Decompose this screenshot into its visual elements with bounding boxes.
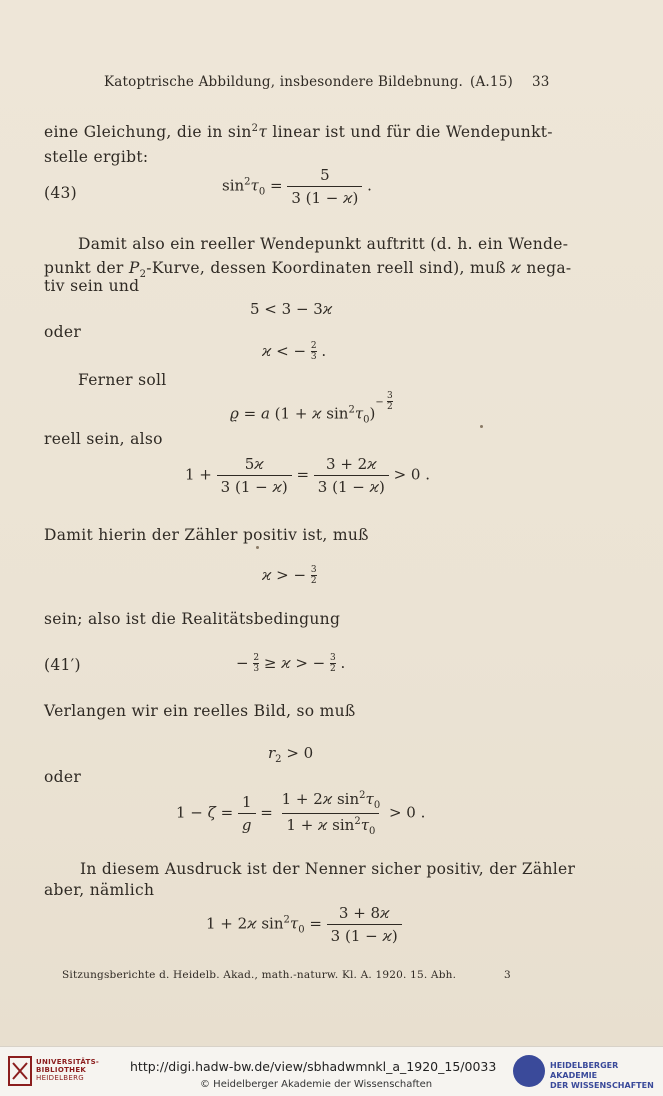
text-line: Verlangen wir ein reelles Bild, so muß <box>44 702 356 720</box>
speck <box>480 425 483 428</box>
text-line: In diesem Ausdruck ist der Nenner sicher positiv, der Zähler <box>80 860 576 878</box>
speck <box>256 546 259 549</box>
text-line: oder <box>44 768 82 786</box>
text-line: sein; also ist die Realitätsbedingung <box>44 610 341 628</box>
text-line: Damit also ein reeller Wendepunkt auftritt (d. h. ein Wende- <box>78 235 569 253</box>
equation-zeta: 1 − ζ = $\frac{1}{g}$ = $\frac{1 + 2ϰ \sin^2\tau_0}{1 + ϰ \sin^2\tau_0}$ > 0 . <box>176 790 426 837</box>
text-line: punkt der $P_2$-Kurve, dessen Koordinaten reell sind), muß ϰ nega- <box>44 259 572 281</box>
text-line: eine Gleichung, die in $\sin^2\tau$ linear ist und für die Wendepunkt- <box>44 123 553 142</box>
university-library-logo-icon <box>8 1055 32 1087</box>
equation-41: − $\frac{2}{3}$ ≥ ϰ > − $\frac{3}{2}$ . <box>236 653 346 674</box>
text-line: reell sein, also <box>44 430 163 448</box>
viewer-footer <box>0 1046 663 1096</box>
running-head: Katoptrische Abbildung, insbesondere Bildebnung. <box>104 74 464 90</box>
equation-label: (41′) <box>44 656 81 674</box>
text-line: oder <box>44 323 82 341</box>
footnote-number: 3 <box>504 969 511 981</box>
text-line: Ferner soll <box>78 371 167 389</box>
permalink-url[interactable]: http://digi.hadw-bw.de/view/sbhadwmnkl_a_1920_15/0033 <box>130 1059 497 1074</box>
inequality: ϰ > − $\frac{3}{2}$ <box>262 565 317 586</box>
equation-label: (43) <box>44 184 78 202</box>
page-number: 33 <box>532 74 550 90</box>
inequality: 5 < 3 − 3ϰ <box>250 300 333 318</box>
text-line: aber, nämlich <box>44 881 155 899</box>
text-line: tiv sein und <box>44 277 140 295</box>
text-line: Damit hierin der Zähler positiv ist, muß <box>44 526 369 544</box>
inequality: $r_2 > 0$ <box>268 744 314 765</box>
equation-numerator: 1 + 2ϰ $\sin^2\tau_0$ = $\frac{3 + 8ϰ}{3 (1 - ϰ)}$ <box>206 904 402 945</box>
copyright-notice: © Heidelberger Akademie der Wissenschaften <box>200 1079 433 1090</box>
equation-rho: ϱ = a (1 + ϰ $\sin^2\tau_0)^{- \frac{3}{2}}$ <box>230 391 393 426</box>
text-line: stelle ergibt: <box>44 148 149 166</box>
academy-name: HEIDELBERGER AKADEMIE DER WISSENSCHAFTEN <box>550 1061 654 1090</box>
university-library-name: UNIVERSITÄTS- BIBLIOTHEK HEIDELBERG <box>36 1058 100 1082</box>
equation-condition: 1 + $\frac{5ϰ}{3 (1 - ϰ)}$ = $\frac{3 + 2ϰ}{3 (1 - ϰ)}$ > 0 . <box>185 455 431 496</box>
academy-logo-icon <box>513 1055 545 1087</box>
footnote: Sitzungsberichte d. Heidelb. Akad., math.-naturw. Kl. A. 1920. 15. Abh. <box>62 969 457 981</box>
inequality: ϰ < − $\frac{2}{3}$ . <box>262 341 327 362</box>
equation-43: $\sin^2\tau_0$ = $\frac{5}{3 (1 - ϰ)}$ . <box>222 166 372 207</box>
section-ref: (A.15) <box>470 74 513 90</box>
